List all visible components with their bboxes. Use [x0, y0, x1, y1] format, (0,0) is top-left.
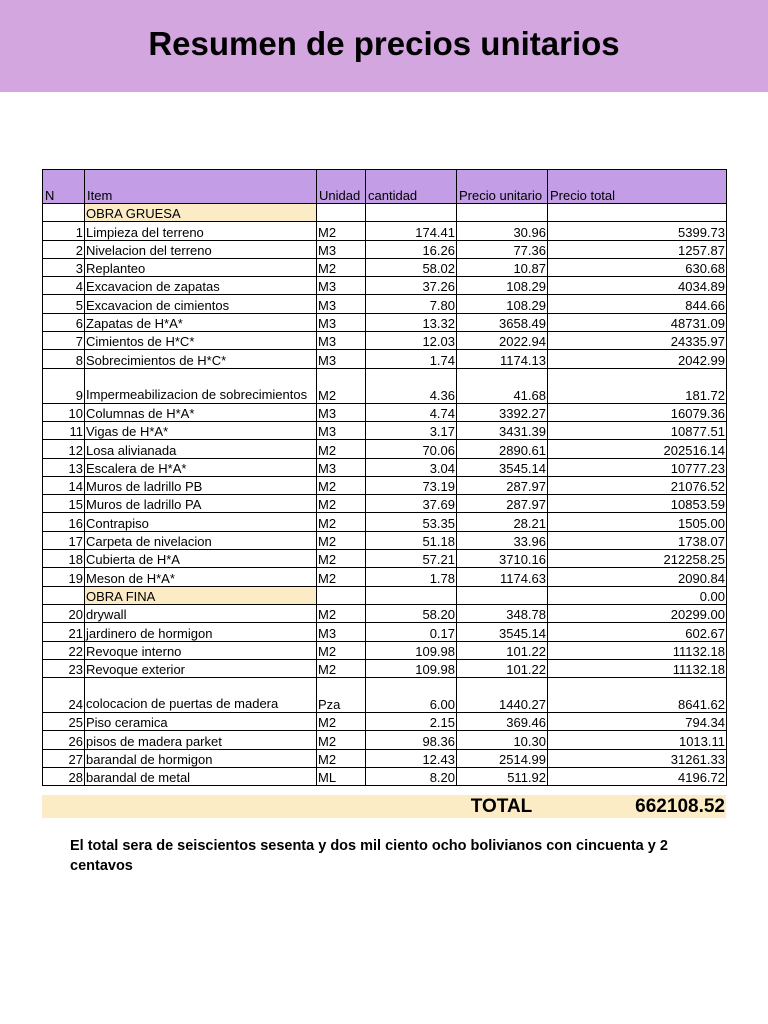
table-row	[43, 604, 727, 622]
cell-precio-total: 202516.14	[548, 440, 727, 458]
cell-precio-unitario: 3658.49	[457, 313, 548, 331]
cell-precio-total: 10777.23	[548, 458, 727, 476]
cell-cantidad: 37.69	[366, 495, 457, 513]
cell-precio-total: 20299.00	[548, 604, 727, 622]
cell-precio-unitario: 101.22	[457, 641, 548, 659]
cell-n: 7	[43, 332, 85, 350]
table-row	[43, 295, 727, 313]
cell-cantidad: 53.35	[366, 513, 457, 531]
cell-precio-total: 794.34	[548, 713, 727, 731]
table-row	[43, 403, 727, 421]
total-label: TOTAL	[470, 795, 533, 817]
cell-n: 26	[43, 731, 85, 749]
cell-n: 28	[43, 768, 85, 786]
cell-item: Escalera de H*A*	[85, 458, 317, 476]
cell-cantidad: 2.15	[366, 713, 457, 731]
table-row	[43, 440, 727, 458]
cell-item: Vigas de H*A*	[85, 421, 317, 439]
page-title: Resumen de precios unitarios	[148, 25, 620, 62]
cell-precio-total: 16079.36	[548, 403, 727, 421]
cell-precio-unitario: 108.29	[457, 277, 548, 295]
cell-precio-unitario: 3710.16	[457, 550, 548, 568]
cell-precio-total: 31261.33	[548, 749, 727, 767]
cell-item: Carpeta de nivelacion	[85, 531, 317, 549]
cell-precio-unitario: 348.78	[457, 604, 548, 622]
cell-n: 19	[43, 568, 85, 586]
cell-n: 17	[43, 531, 85, 549]
table-row	[43, 550, 727, 568]
cell-cantidad: 98.36	[366, 731, 457, 749]
cell-n: 16	[43, 513, 85, 531]
cell-unidad: M2	[317, 641, 366, 659]
cell-item: Replanteo	[85, 258, 317, 276]
cell-unidad: M2	[317, 713, 366, 731]
header-unidad: Unidad	[317, 170, 366, 204]
table-row	[43, 731, 727, 749]
cell-n: 3	[43, 258, 85, 276]
cell-precio-unitario: 41.68	[457, 368, 548, 403]
cell-precio-unitario: 287.97	[457, 495, 548, 513]
cell-n: 11	[43, 421, 85, 439]
cell-item: Cubierta de H*A	[85, 550, 317, 568]
cell-precio-total: 10853.59	[548, 495, 727, 513]
title-banner	[0, 0, 768, 92]
table-row	[43, 749, 727, 767]
cell-unidad: M3	[317, 350, 366, 368]
cell-cantidad: 58.02	[366, 258, 457, 276]
cell-precio-total: 212258.25	[548, 550, 727, 568]
cell-n: 12	[43, 440, 85, 458]
cell-unidad: M2	[317, 659, 366, 677]
cell-n: 10	[43, 403, 85, 421]
cell-cantidad	[366, 204, 457, 222]
cell-precio-unitario: 2890.61	[457, 440, 548, 458]
cell-precio-total: 48731.09	[548, 313, 727, 331]
cell-item: jardinero de hormigon	[85, 623, 317, 641]
cell-unidad: M2	[317, 531, 366, 549]
cell-n: 15	[43, 495, 85, 513]
cell-unidad: M2	[317, 749, 366, 767]
cell-precio-total: 844.66	[548, 295, 727, 313]
cell-precio-total: 1738.07	[548, 531, 727, 549]
cell-item: barandal de hormigon	[85, 749, 317, 767]
cell-n: 9	[43, 368, 85, 403]
cell-precio-unitario: 3545.14	[457, 458, 548, 476]
table-row	[43, 476, 727, 494]
cell-precio-total: 11132.18	[548, 641, 727, 659]
cell-cantidad: 12.03	[366, 332, 457, 350]
table-row	[43, 623, 727, 641]
cell-cantidad: 73.19	[366, 476, 457, 494]
cell-item: Meson de H*A*	[85, 568, 317, 586]
cell-precio-unitario: 30.96	[457, 222, 548, 240]
table-row	[43, 350, 727, 368]
cell-item: Excavacion de zapatas	[85, 277, 317, 295]
cell-n: 2	[43, 240, 85, 258]
cell-precio-unitario: 3545.14	[457, 623, 548, 641]
cell-precio-unitario: 2514.99	[457, 749, 548, 767]
cell-precio-unitario: 1174.63	[457, 568, 548, 586]
cell-item: Impermeabilizacion de sobrecimientos	[85, 368, 317, 403]
cell-cantidad: 4.74	[366, 403, 457, 421]
cell-precio-unitario: 3392.27	[457, 403, 548, 421]
cell-item: Limpieza del terreno	[85, 222, 317, 240]
cell-cantidad: 3.17	[366, 421, 457, 439]
cell-unidad: M2	[317, 495, 366, 513]
table-row	[43, 240, 727, 258]
cell-cantidad: 1.78	[366, 568, 457, 586]
cell-precio-unitario	[457, 204, 548, 222]
table-row	[43, 513, 727, 531]
cell-cantidad: 13.32	[366, 313, 457, 331]
cell-cantidad: 0.17	[366, 623, 457, 641]
cell-unidad: M3	[317, 403, 366, 421]
header-precio-total: Precio total	[548, 170, 727, 204]
cell-n: 23	[43, 659, 85, 677]
cell-item: barandal de metal	[85, 768, 317, 786]
table-header-row	[43, 170, 727, 204]
cell-precio-unitario: 1440.27	[457, 678, 548, 713]
cell-precio-total: 630.68	[548, 258, 727, 276]
cell-precio-total: 4196.72	[548, 768, 727, 786]
cell-precio-unitario	[457, 586, 548, 604]
table-row	[43, 641, 727, 659]
table-row	[43, 568, 727, 586]
cell-unidad: M3	[317, 277, 366, 295]
cell-precio-unitario: 287.97	[457, 476, 548, 494]
cell-cantidad: 4.36	[366, 368, 457, 403]
table-row	[43, 495, 727, 513]
cell-n: 5	[43, 295, 85, 313]
cell-n: 8	[43, 350, 85, 368]
cell-precio-total: 4034.89	[548, 277, 727, 295]
cell-unidad: M2	[317, 731, 366, 749]
cell-precio-total: 0.00	[548, 586, 727, 604]
table-row	[43, 678, 727, 713]
cell-n: 20	[43, 604, 85, 622]
cell-cantidad: 3.04	[366, 458, 457, 476]
cell-item: Nivelacion del terreno	[85, 240, 317, 258]
cell-precio-total: 1505.00	[548, 513, 727, 531]
cell-unidad: M3	[317, 313, 366, 331]
cell-unidad: ML	[317, 768, 366, 786]
cell-n: 27	[43, 749, 85, 767]
total-row	[42, 795, 726, 818]
cell-cantidad: 70.06	[366, 440, 457, 458]
cell-unidad: M3	[317, 458, 366, 476]
cell-precio-total	[548, 204, 727, 222]
cell-precio-unitario: 3431.39	[457, 421, 548, 439]
cell-precio-unitario: 33.96	[457, 531, 548, 549]
cell-cantidad: 109.98	[366, 641, 457, 659]
cell-precio-unitario: 1174.13	[457, 350, 548, 368]
cell-cantidad: 12.43	[366, 749, 457, 767]
cell-n: 1	[43, 222, 85, 240]
cell-unidad: M3	[317, 421, 366, 439]
cell-n: 21	[43, 623, 85, 641]
price-table	[42, 169, 727, 786]
cell-unidad: M3	[317, 295, 366, 313]
cell-unidad: M2	[317, 568, 366, 586]
cell-cantidad: 7.80	[366, 295, 457, 313]
table-row	[43, 368, 727, 403]
cell-n: 22	[43, 641, 85, 659]
header-item: Item	[85, 170, 317, 204]
table-row	[43, 713, 727, 731]
cell-unidad: M2	[317, 368, 366, 403]
cell-n: 6	[43, 313, 85, 331]
cell-item: Columnas de H*A*	[85, 403, 317, 421]
cell-precio-total: 2042.99	[548, 350, 727, 368]
cell-precio-unitario: 28.21	[457, 513, 548, 531]
cell-precio-total: 10877.51	[548, 421, 727, 439]
cell-cantidad: 51.18	[366, 531, 457, 549]
total-in-words-note: El total sera de seiscientos sesenta y dos mil ciento ocho bolivianos con cincuenta y 2 centavos	[70, 838, 668, 874]
cell-unidad: M2	[317, 550, 366, 568]
cell-item: Excavacion de cimientos	[85, 295, 317, 313]
cell-unidad: M2	[317, 222, 366, 240]
cell-item: Piso ceramica	[85, 713, 317, 731]
cell-precio-total: 602.67	[548, 623, 727, 641]
cell-unidad: M2	[317, 440, 366, 458]
cell-item: Revoque interno	[85, 641, 317, 659]
cell-unidad: M3	[317, 623, 366, 641]
cell-precio-unitario: 108.29	[457, 295, 548, 313]
cell-n: 13	[43, 458, 85, 476]
cell-cantidad: 57.21	[366, 550, 457, 568]
cell-n: 4	[43, 277, 85, 295]
cell-unidad: M3	[317, 240, 366, 258]
section-label: OBRA GRUESA	[85, 204, 317, 222]
cell-precio-total: 181.72	[548, 368, 727, 403]
header-n: N	[43, 170, 85, 204]
cell-n: 25	[43, 713, 85, 731]
section-row	[43, 586, 727, 604]
cell-precio-unitario: 101.22	[457, 659, 548, 677]
cell-unidad: M3	[317, 332, 366, 350]
cell-unidad: M2	[317, 513, 366, 531]
cell-cantidad: 8.20	[366, 768, 457, 786]
cell-item: Sobrecimientos de H*C*	[85, 350, 317, 368]
cell-unidad: M2	[317, 476, 366, 494]
cell-item: colocacion de puertas de madera	[85, 678, 317, 713]
cell-precio-unitario: 2022.94	[457, 332, 548, 350]
cell-unidad	[317, 586, 366, 604]
table-row	[43, 332, 727, 350]
cell-precio-total: 2090.84	[548, 568, 727, 586]
table-row	[43, 531, 727, 549]
cell-n: 14	[43, 476, 85, 494]
table-row	[43, 768, 727, 786]
cell-item: Contrapiso	[85, 513, 317, 531]
cell-precio-total: 11132.18	[548, 659, 727, 677]
cell-precio-total: 5399.73	[548, 222, 727, 240]
table-row	[43, 277, 727, 295]
total-value: 662108.52	[635, 795, 725, 817]
cell-cantidad: 16.26	[366, 240, 457, 258]
table-row	[43, 421, 727, 439]
cell-precio-unitario: 369.46	[457, 713, 548, 731]
cell-precio-total: 1257.87	[548, 240, 727, 258]
cell-item: Cimientos de H*C*	[85, 332, 317, 350]
cell-n: 24	[43, 678, 85, 713]
cell-unidad: Pza	[317, 678, 366, 713]
cell-cantidad: 174.41	[366, 222, 457, 240]
table-row	[43, 258, 727, 276]
cell-n	[43, 204, 85, 222]
cell-item: Zapatas de H*A*	[85, 313, 317, 331]
cell-precio-total: 24335.97	[548, 332, 727, 350]
table-row	[43, 222, 727, 240]
cell-unidad: M2	[317, 604, 366, 622]
cell-cantidad: 109.98	[366, 659, 457, 677]
cell-precio-total: 8641.62	[548, 678, 727, 713]
cell-precio-total: 1013.11	[548, 731, 727, 749]
cell-cantidad: 58.20	[366, 604, 457, 622]
cell-cantidad: 37.26	[366, 277, 457, 295]
cell-precio-unitario: 10.30	[457, 731, 548, 749]
header-precio-unitario: Precio unitario	[457, 170, 548, 204]
section-label: OBRA FINA	[85, 586, 317, 604]
section-row	[43, 204, 727, 222]
table-row	[43, 659, 727, 677]
cell-cantidad: 1.74	[366, 350, 457, 368]
cell-item: Losa alivianada	[85, 440, 317, 458]
cell-item: Revoque exterior	[85, 659, 317, 677]
cell-unidad	[317, 204, 366, 222]
table-row	[43, 313, 727, 331]
cell-precio-total: 21076.52	[548, 476, 727, 494]
cell-unidad: M2	[317, 258, 366, 276]
header-cantidad: cantidad	[366, 170, 457, 204]
cell-precio-unitario: 511.92	[457, 768, 548, 786]
cell-item: drywall	[85, 604, 317, 622]
cell-precio-unitario: 10.87	[457, 258, 548, 276]
table-row	[43, 458, 727, 476]
cell-precio-unitario: 77.36	[457, 240, 548, 258]
cell-n	[43, 586, 85, 604]
cell-item: Muros de ladrillo PB	[85, 476, 317, 494]
cell-cantidad	[366, 586, 457, 604]
cell-item: pisos de madera parket	[85, 731, 317, 749]
cell-cantidad: 6.00	[366, 678, 457, 713]
cell-n: 18	[43, 550, 85, 568]
cell-item: Muros de ladrillo PA	[85, 495, 317, 513]
